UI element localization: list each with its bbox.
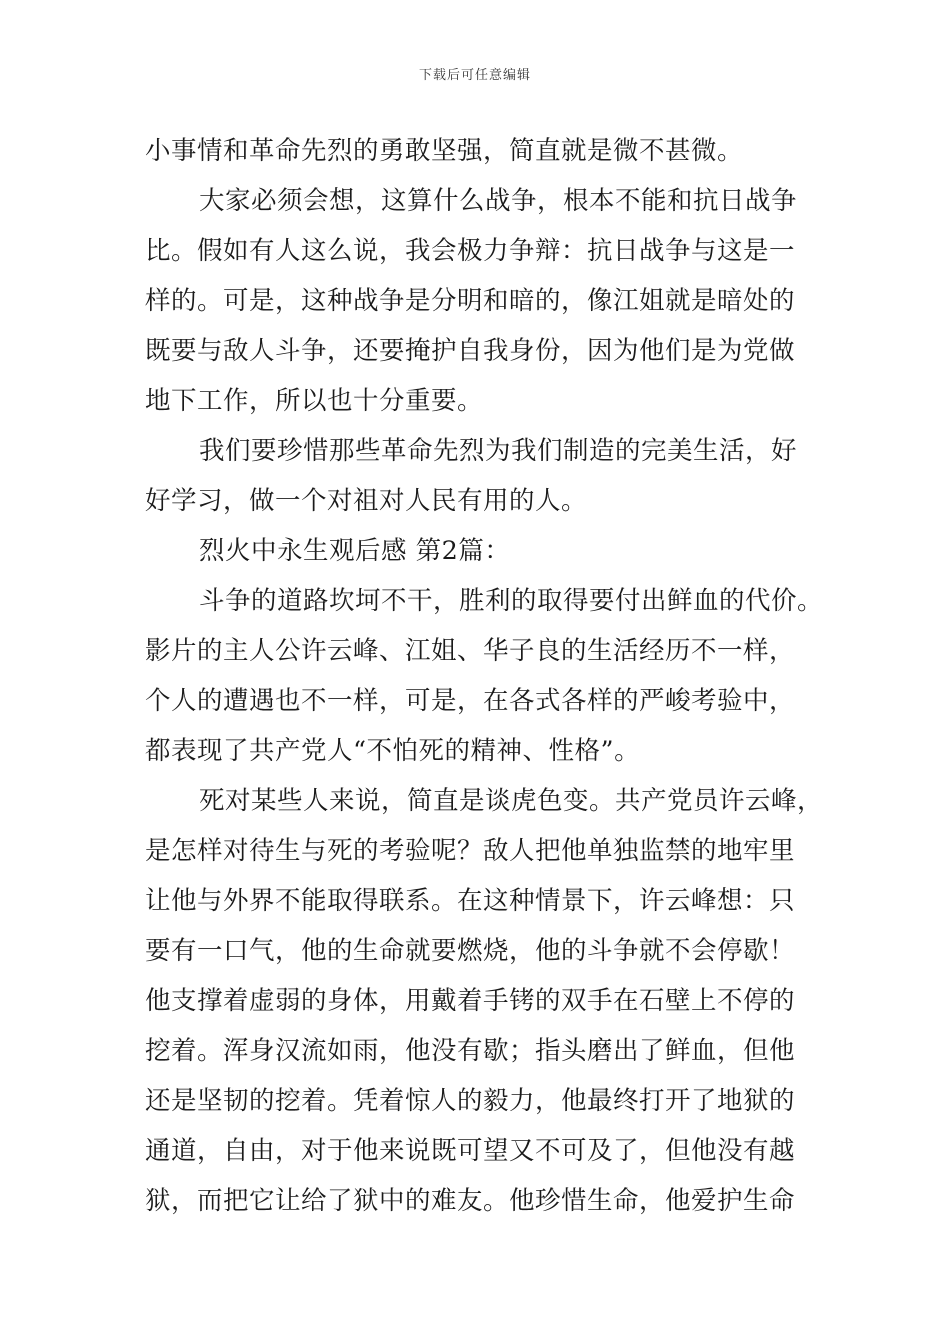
text-line: 让他与外界不能取得联系。在这种情景下，许云峰想：只: [145, 886, 796, 916]
text-line: 大家必须会想，这算什么战争，根本不能和抗日战争: [199, 186, 798, 216]
text-line: 要有一口气，他的生命就要燃烧，他的斗争就不会停歇！: [145, 936, 796, 966]
text-line: 我们要珍惜那些革命先烈为我们制造的完美生活，好: [199, 436, 798, 466]
text-line: 好学习，做一个对祖对人民有用的人。: [145, 486, 588, 516]
text-line: 是怎样对待生与死的考验呢？敌人把他单独监禁的地牢里: [145, 836, 796, 866]
text-line: 样的。可是，这种战争是分明和暗的，像江姐就是暗处的: [145, 286, 796, 316]
text-line: 都表现了共产党人“不怕死的精神、性格”。: [145, 736, 641, 766]
text-line: 影片的主人公许云峰、江姐、华子良的生活经历不一样，: [145, 636, 796, 666]
text-line: 小事情和革命先烈的勇敢坚强，简直就是微不甚微。: [145, 136, 744, 166]
text-line: 通道，自由，对于他来说既可望又不可及了，但他没有越: [145, 1136, 796, 1166]
document-body: [145, 126, 824, 1226]
text-line: 斗争的道路坎坷不干，胜利的取得要付出鲜血的代价。: [199, 586, 824, 616]
page-header: 下载后可任意编辑: [418, 68, 531, 83]
text-line: 还是坚韧的挖着。凭着惊人的毅力，他最终打开了地狱的: [145, 1086, 796, 1116]
text-line: 挖着。浑身汉流如雨，他没有歇；指头磨出了鲜血，但他: [145, 1036, 796, 1066]
text-line: 狱，而把它让给了狱中的难友。他珍惜生命，他爱护生命: [145, 1186, 796, 1216]
text-line: 死对某些人来说，简直是谈虎色变。共产党员许云峰，: [199, 786, 824, 816]
text-line: 比。假如有人这么说，我会极力争辩：抗日战争与这是一: [145, 236, 796, 266]
text-line: 既要与敌人斗争，还要掩护自我身份，因为他们是为党做: [145, 336, 796, 366]
text-line: 个人的遭遇也不一样，可是，在各式各样的严峻考验中，: [145, 686, 796, 716]
section-heading: 烈火中永生观后感 第2篇：: [199, 536, 511, 566]
text-line: 他支撑着虚弱的身体，用戴着手铐的双手在石壁上不停的: [145, 986, 796, 1016]
text-line: 地下工作，所以也十分重要。: [145, 386, 484, 416]
